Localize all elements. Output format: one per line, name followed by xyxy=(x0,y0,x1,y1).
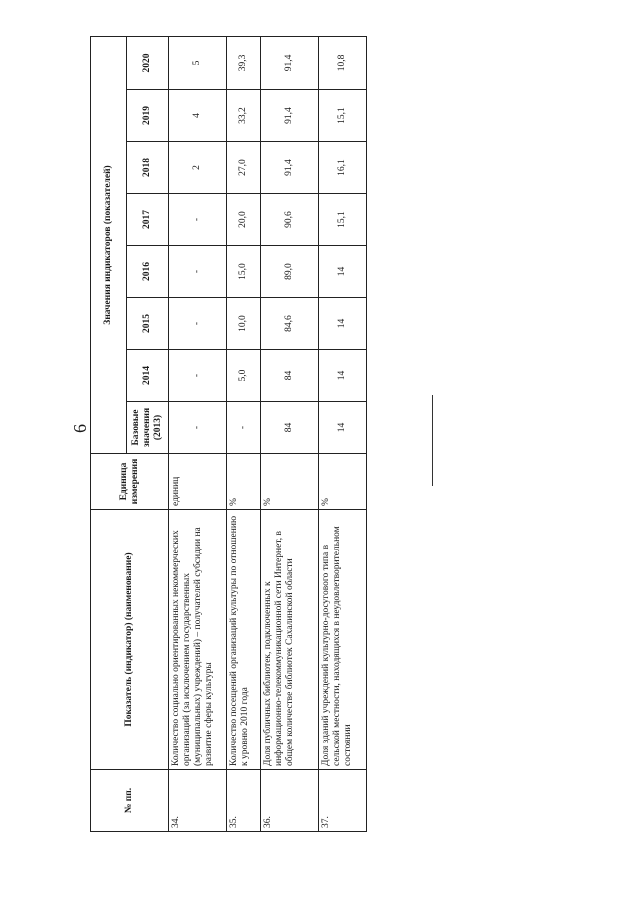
row-num: 34. xyxy=(169,770,227,832)
row-year-value: 90,6 xyxy=(261,194,319,246)
row-year-value: 10,8 xyxy=(319,36,367,89)
row-unit: единиц xyxy=(169,454,227,510)
row-indicator-name: Доля публичных библиотек, подключенных к информационно-телекоммуникационной сети Интернет, в общем количестве библиотек Сахалинской области xyxy=(261,510,319,770)
header-year: 2017 xyxy=(127,194,169,246)
row-year-value: 15,1 xyxy=(319,90,367,142)
row-year-value: - xyxy=(169,194,227,246)
header-unit: Единица измерения xyxy=(91,454,169,510)
indicator-table xyxy=(90,36,367,832)
header-year: 2015 xyxy=(127,298,169,350)
header-year: 2014 xyxy=(127,350,169,402)
row-year-value: 14 xyxy=(319,350,367,402)
header-year: 2019 xyxy=(127,90,169,142)
row-num: 36. xyxy=(261,770,319,832)
row-year-value: 91,4 xyxy=(261,142,319,194)
row-year-value: 10,0 xyxy=(227,298,261,350)
row-num: 35. xyxy=(227,770,261,832)
row-indicator-name: Количество социально ориентированных некоммерческих организаций (за исключением государственных (муниципальных) учреждений) – получателей субсидии на развитие сферы культуры xyxy=(169,510,227,770)
row-year-value: 27,0 xyxy=(227,142,261,194)
header-indicator: Показатель (индикатор) (наименование) xyxy=(91,510,169,770)
page-number: 6 xyxy=(70,424,90,433)
row-base-value: - xyxy=(227,402,261,454)
header-values-group: Значения индикаторов (показателей) xyxy=(91,36,127,453)
row-year-value: - xyxy=(169,350,227,402)
row-year-value: 89,0 xyxy=(261,246,319,298)
table-row xyxy=(227,36,261,831)
header-num: № пп. xyxy=(91,770,169,832)
row-unit: % xyxy=(261,454,319,510)
row-year-value: 5 xyxy=(169,36,227,89)
row-indicator-name: Доля зданий учреждений культурно-досугового типа в сельской местности, находящихся в неудовлетворительном состоянии xyxy=(319,510,367,770)
row-year-value: 4 xyxy=(169,90,227,142)
row-year-value: 91,4 xyxy=(261,36,319,89)
row-year-value: 15,0 xyxy=(227,246,261,298)
indicator-table-container xyxy=(90,37,353,832)
header-year: 2016 xyxy=(127,246,169,298)
row-year-value: 84,6 xyxy=(261,298,319,350)
row-year-value: 20,0 xyxy=(227,194,261,246)
row-year-value: 91,4 xyxy=(261,90,319,142)
table-row xyxy=(261,36,319,831)
row-year-value: 15,1 xyxy=(319,194,367,246)
row-num: 37. xyxy=(319,770,367,832)
row-indicator-name: Количество посещений организаций культуры по отношению к уровню 2010 года xyxy=(227,510,261,770)
header-year: 2020 xyxy=(127,36,169,89)
header-row-1 xyxy=(91,36,127,831)
header-base: Базовые значения (2013) xyxy=(127,402,169,454)
row-base-value: 84 xyxy=(261,402,319,454)
row-year-value: 39,3 xyxy=(227,36,261,89)
row-year-value: 14 xyxy=(319,246,367,298)
row-base-value: 14 xyxy=(319,402,367,454)
row-year-value: 84 xyxy=(261,350,319,402)
row-year-value: - xyxy=(169,298,227,350)
row-year-value: 14 xyxy=(319,298,367,350)
row-year-value: 16,1 xyxy=(319,142,367,194)
separator-line xyxy=(432,395,433,486)
table-row xyxy=(319,36,367,831)
row-year-value: - xyxy=(169,246,227,298)
row-unit: % xyxy=(319,454,367,510)
header-year: 2018 xyxy=(127,142,169,194)
table-row xyxy=(169,36,227,831)
row-unit: % xyxy=(227,454,261,510)
row-year-value: 33,2 xyxy=(227,90,261,142)
row-base-value: - xyxy=(169,402,227,454)
row-year-value: 2 xyxy=(169,142,227,194)
row-year-value: 5,0 xyxy=(227,350,261,402)
